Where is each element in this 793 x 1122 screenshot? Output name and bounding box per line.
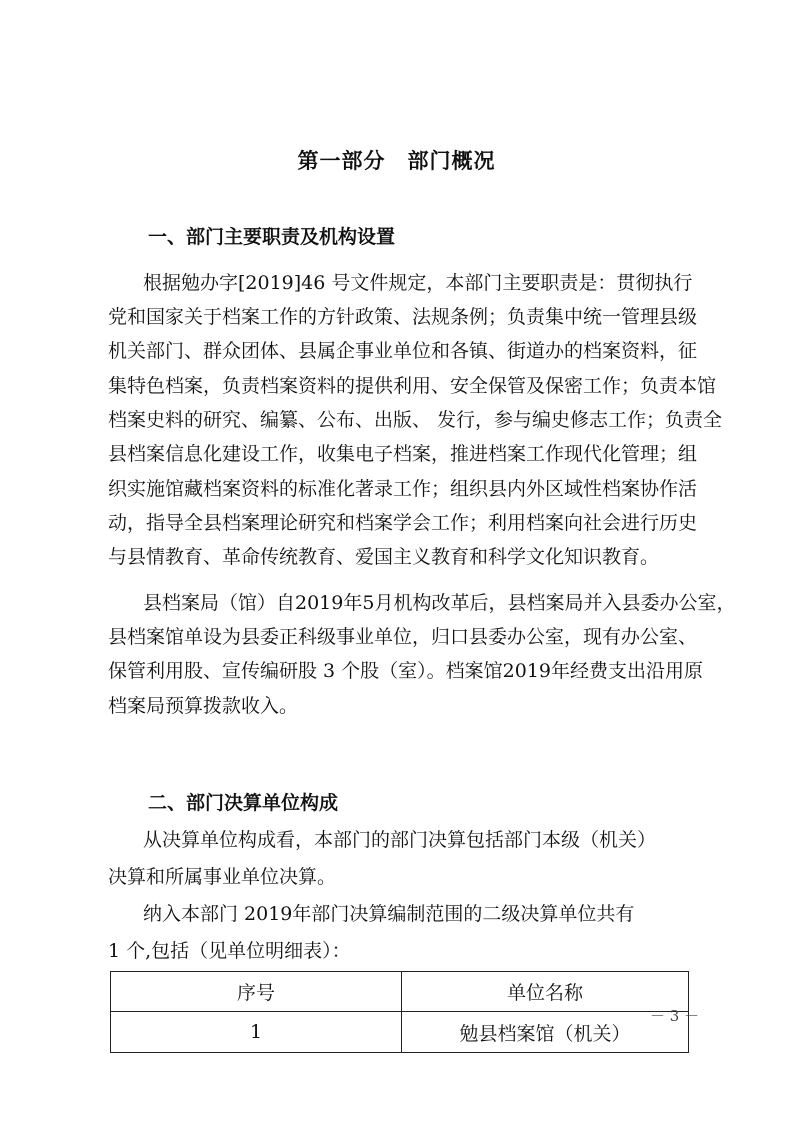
text-line: 县档案局（馆）自2019年5月机构改革后，县档案局并入县委办公室，: [143, 592, 736, 614]
table-cell-index: 1: [111, 1012, 402, 1053]
text-line: 动，指导全县档案理论研究和档案学会工作；利用档案向社会进行历史: [108, 512, 698, 534]
text-line: 1 个,包括（见单位明细表）：: [108, 940, 351, 962]
page-title: 第一部分 部门概况: [297, 149, 496, 173]
table-cell-unit-name: 勉县档案馆（机关）: [402, 1012, 689, 1053]
page-number: － 3 －: [650, 1007, 700, 1025]
text-line: 保管利用股、宣传编研股 3 个股（室）。档案馆2019年经费支出沿用原: [108, 660, 704, 682]
text-line: 集特色档案，负责档案资料的提供利用、安全保管及保密工作；负责本馆: [108, 375, 717, 397]
unit-detail-table: [110, 971, 689, 1053]
text-line: 纳入本部门 2019年部门决算编制范围的二级决算单位共有: [143, 903, 635, 925]
text-line: 决算和所属事业单位决算。: [108, 866, 337, 888]
text-line: 县档案信息化建设工作，收集电子档案，推进档案工作现代化管理；组: [108, 443, 698, 465]
text-line: 档案史料的研究、编纂、公布、出版、 发行，参与编史修志工作；负责全: [108, 409, 723, 431]
section-heading-units: 二、部门决算单位构成: [148, 792, 339, 814]
section-heading-duties: 一、部门主要职责及机构设置: [148, 226, 396, 248]
text-line: 与县情教育、革命传统教育、爱国主义教育和科学文化知识教育。: [108, 546, 660, 568]
table-row: [111, 1012, 689, 1053]
text-line: 县档案馆单设为县委正科级事业单位，归口县委办公室，现有办公室、: [108, 626, 698, 648]
text-line: 织实施馆藏档案资料的标准化著录工作；组织县内外区域性档案协作活: [108, 478, 698, 500]
text-line: 档案局预算拨款收入。: [108, 695, 299, 717]
text-line: 从决算单位构成看，本部门的部门决算包括部门本级（机关）: [143, 829, 657, 851]
text-line: 党和国家关于档案工作的方针政策、法规条例；负责集中统一管理县级: [108, 306, 698, 328]
text-line: 机关部门、群众团体、县属企事业单位和各镇、街道办的档案资料，征: [108, 340, 698, 362]
column-header-index: 序号: [111, 972, 402, 1012]
text-line: 根据勉办字[2019]46 号文件规定，本部门主要职责是：贯彻执行: [143, 272, 693, 294]
table-header-row: [111, 972, 689, 1012]
column-header-unit-name: 单位名称: [402, 972, 689, 1012]
